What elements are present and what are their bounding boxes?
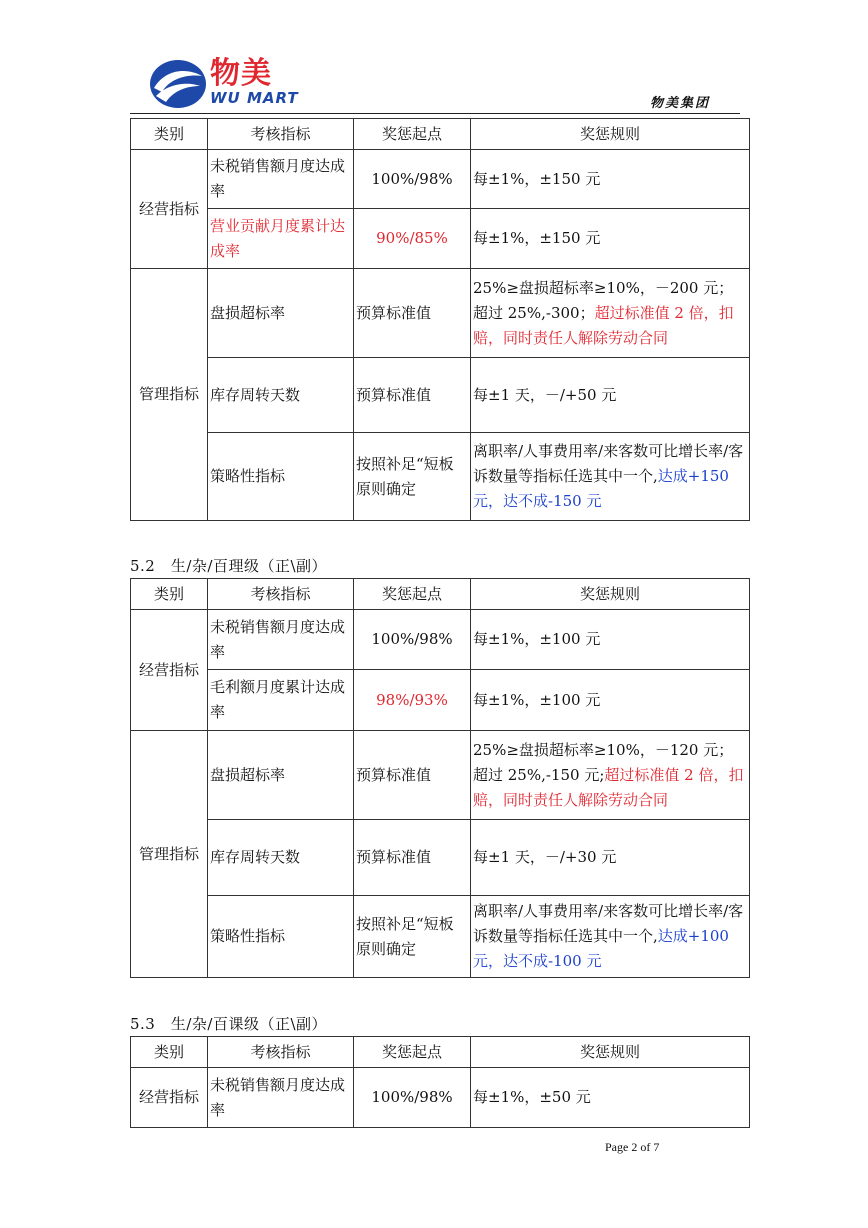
- table-row: [131, 731, 750, 820]
- rule-cell: 每±1%，±150 元: [471, 150, 750, 209]
- header-divider: [130, 113, 740, 114]
- column-header-category: 类别: [131, 579, 208, 610]
- rule-cell: [471, 731, 750, 820]
- start-cell: 100%/98%: [354, 150, 471, 209]
- rule-cell: 每±1%，±100 元: [471, 670, 750, 731]
- table-row: [131, 820, 750, 896]
- metric-cell: 毛利额月度累计达成率: [208, 670, 354, 731]
- table-row: [131, 358, 750, 433]
- logo-chinese-text: 物美: [210, 56, 272, 91]
- start-cell: 100%/98%: [354, 610, 471, 670]
- metric-cell: 库存周转天数: [208, 820, 354, 896]
- logo-english-text: WU MART: [210, 89, 299, 107]
- table-header-row: [131, 119, 750, 150]
- section-title: 5.2 生/杂/百理级（正\副）: [130, 557, 328, 575]
- group-name: 物美集团: [650, 96, 711, 111]
- wumart-swirl-icon: [148, 58, 208, 110]
- rule-highlight-text: 达成+150 元，达不成-150 元: [473, 467, 729, 510]
- start-cell: 预算标准值: [354, 731, 471, 820]
- rule-cell: [471, 269, 750, 358]
- category-cell: 管理指标: [131, 731, 208, 978]
- metric-cell: 库存周转天数: [208, 358, 354, 433]
- column-header-metric: 考核指标: [208, 119, 354, 150]
- category-cell: 经营指标: [131, 1068, 208, 1128]
- kpi-table-manager-level: [130, 578, 750, 978]
- rule-text: 25%≥盘损超标率≥10%，－200 元；超过 25%,-300；: [473, 278, 734, 322]
- table-header-row: [131, 579, 750, 610]
- column-header-rule: 奖惩规则: [471, 579, 750, 610]
- rule-highlight-text: 超过标准值 2 倍，扣赔，同时责任人解除劳动合同: [473, 303, 734, 347]
- column-header-rule: 奖惩规则: [471, 119, 750, 150]
- metric-cell: 策略性指标: [208, 896, 354, 978]
- metric-cell: 未税销售额月度达成率: [208, 610, 354, 670]
- kpi-table-store-manager: [130, 118, 750, 521]
- metric-cell: 未税销售额月度达成率: [208, 1068, 354, 1128]
- metric-cell: 盘损超标率: [208, 269, 354, 358]
- rule-cell: 每±1 天，－/+50 元: [471, 358, 750, 433]
- rule-cell: 每±1%，±100 元: [471, 610, 750, 670]
- metric-cell: 盘损超标率: [208, 731, 354, 820]
- rule-text: 25%≥盘损超标率≥10%，－120 元；超过 25%,-150 元;: [473, 740, 734, 784]
- start-cell: 预算标准值: [354, 358, 471, 433]
- start-cell: 100%/98%: [354, 1068, 471, 1128]
- column-header-start: 奖惩起点: [354, 579, 471, 610]
- column-header-metric: 考核指标: [208, 579, 354, 610]
- start-cell: 预算标准值: [354, 269, 471, 358]
- rule-text: 离职率/人事费用率/来客数可比增长率/客诉数量等指标任选其中一个,: [473, 442, 744, 485]
- rule-highlight-text: 超过标准值 2 倍，扣赔，同时责任人解除劳动合同: [473, 765, 744, 809]
- table-row: [131, 896, 750, 978]
- page-header: [0, 0, 868, 118]
- category-cell: 经营指标: [131, 610, 208, 731]
- category-cell: 经营指标: [131, 150, 208, 269]
- table-row: [131, 610, 750, 670]
- metric-cell: 策略性指标: [208, 433, 354, 521]
- metric-cell: 未税销售额月度达成率: [208, 150, 354, 209]
- start-cell: 按照补足“短板原则确定: [354, 433, 471, 521]
- rule-cell: [471, 433, 750, 521]
- rule-cell: 每±1%，±150 元: [471, 209, 750, 269]
- start-cell: 90%/85%: [354, 209, 471, 269]
- wumart-logo: [148, 58, 328, 110]
- column-header-start: 奖惩起点: [354, 1037, 471, 1068]
- rule-cell: 每±1 天，－/+30 元: [471, 820, 750, 896]
- table-row: [131, 1068, 750, 1128]
- table-row: [131, 433, 750, 521]
- rule-highlight-text: 达成+100 元，达不成-100 元: [473, 927, 729, 970]
- category-cell: 管理指标: [131, 269, 208, 521]
- rule-cell: [471, 896, 750, 978]
- kpi-table-section-level: [130, 1036, 750, 1128]
- column-header-metric: 考核指标: [208, 1037, 354, 1068]
- rule-text: 离职率/人事费用率/来客数可比增长率/客诉数量等指标任选其中一个,: [473, 902, 744, 945]
- table-row: [131, 670, 750, 731]
- table-row: [131, 209, 750, 269]
- column-header-category: 类别: [131, 119, 208, 150]
- table-header-row: [131, 1037, 750, 1068]
- start-cell: 预算标准值: [354, 820, 471, 896]
- table-row: [131, 269, 750, 358]
- section-title: 5.3 生/杂/百课级（正\副）: [130, 1015, 328, 1033]
- table-row: [131, 150, 750, 209]
- column-header-start: 奖惩起点: [354, 119, 471, 150]
- start-cell: 按照补足“短板原则确定: [354, 896, 471, 978]
- rule-cell: 每±1%，±50 元: [471, 1068, 750, 1128]
- page-number: Page 2 of 7: [605, 1140, 660, 1154]
- column-header-rule: 奖惩规则: [471, 1037, 750, 1068]
- start-cell: 98%/93%: [354, 670, 471, 731]
- column-header-category: 类别: [131, 1037, 208, 1068]
- metric-cell: 营业贡献月度累计达成率: [208, 209, 354, 269]
